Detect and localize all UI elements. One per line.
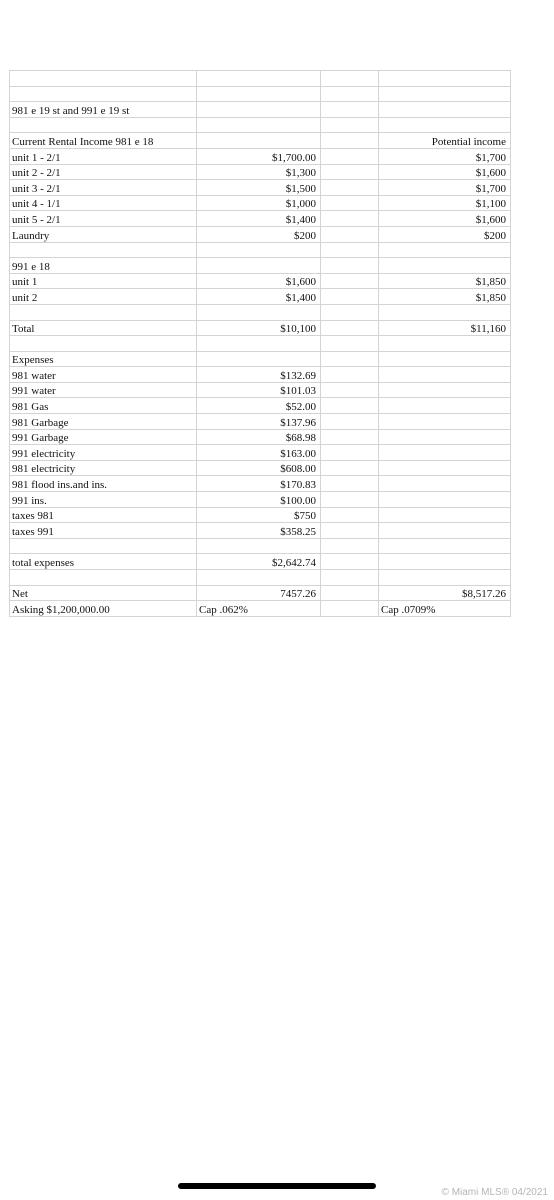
table-row (10, 226, 511, 242)
table-cell (379, 429, 511, 445)
table-row (10, 117, 511, 133)
table-row (10, 71, 511, 87)
table-cell: taxes 991 (10, 523, 197, 539)
table-cell (321, 289, 379, 305)
table-cell: $1,600 (197, 273, 321, 289)
table-cell: Cap .062% (197, 601, 321, 617)
table-cell: unit 4 - 1/1 (10, 195, 197, 211)
table-row (10, 382, 511, 398)
table-cell (321, 492, 379, 508)
table-cell (379, 86, 511, 102)
table-cell (379, 382, 511, 398)
table-cell (10, 538, 197, 554)
table-cell (379, 570, 511, 586)
table-cell: Total (10, 320, 197, 336)
table-cell (321, 570, 379, 586)
mls-watermark: © Miami MLS® 04/2021 (441, 1187, 548, 1198)
table-cell (321, 398, 379, 414)
table-cell (197, 117, 321, 133)
table-cell: unit 5 - 2/1 (10, 211, 197, 227)
table-row (10, 585, 511, 601)
table-cell (321, 351, 379, 367)
table-cell: Cap .0709% (379, 601, 511, 617)
table-cell (379, 71, 511, 87)
table-cell (197, 538, 321, 554)
table-cell: 981 water (10, 367, 197, 383)
table-cell (321, 445, 379, 461)
table-cell: 981 e 19 st and 991 e 19 st (10, 102, 197, 118)
table-cell: $608.00 (197, 460, 321, 476)
table-cell (379, 242, 511, 258)
table-cell (379, 117, 511, 133)
table-cell (197, 133, 321, 149)
table-cell (321, 164, 379, 180)
table-row (10, 523, 511, 539)
table-row (10, 398, 511, 414)
table-cell (321, 414, 379, 430)
table-cell (379, 476, 511, 492)
table-row (10, 429, 511, 445)
home-indicator-bar[interactable] (178, 1183, 376, 1189)
table-cell: unit 1 (10, 273, 197, 289)
table-cell: 981 Garbage (10, 414, 197, 430)
table-cell: $163.00 (197, 445, 321, 461)
table-cell: 991 Garbage (10, 429, 197, 445)
table-cell: $137.96 (197, 414, 321, 430)
table-row (10, 367, 511, 383)
table-cell (321, 133, 379, 149)
table-row (10, 460, 511, 476)
table-cell (379, 554, 511, 570)
table-cell: $100.00 (197, 492, 321, 508)
table-cell (197, 304, 321, 320)
table-cell (321, 195, 379, 211)
table-row (10, 86, 511, 102)
table-cell: 7457.26 (197, 585, 321, 601)
table-cell (379, 258, 511, 274)
table-cell (321, 585, 379, 601)
table-row (10, 180, 511, 196)
table-cell: unit 1 - 2/1 (10, 148, 197, 164)
table-row (10, 570, 511, 586)
table-cell: 991 ins. (10, 492, 197, 508)
table-cell (379, 398, 511, 414)
table-row (10, 351, 511, 367)
table-cell: $101.03 (197, 382, 321, 398)
table-cell (321, 71, 379, 87)
table-cell: unit 2 (10, 289, 197, 305)
table-cell (379, 351, 511, 367)
table-cell: $200 (197, 226, 321, 242)
table-cell (379, 507, 511, 523)
table-cell: 991 electricity (10, 445, 197, 461)
table-cell (321, 211, 379, 227)
table-cell (379, 523, 511, 539)
table-cell: Laundry (10, 226, 197, 242)
table-cell (379, 445, 511, 461)
table-row (10, 195, 511, 211)
table-cell: $1,500 (197, 180, 321, 196)
table-cell: $8,517.26 (379, 585, 511, 601)
table-cell: $68.98 (197, 429, 321, 445)
table-row (10, 414, 511, 430)
table-cell (321, 538, 379, 554)
table-cell: Net (10, 585, 197, 601)
spreadsheet-body (10, 71, 511, 617)
table-cell (321, 367, 379, 383)
table-cell (321, 102, 379, 118)
table-cell: $1,600 (379, 211, 511, 227)
table-cell: total expenses (10, 554, 197, 570)
table-cell: unit 3 - 2/1 (10, 180, 197, 196)
table-cell (10, 117, 197, 133)
table-cell (379, 304, 511, 320)
table-cell: $10,100 (197, 320, 321, 336)
table-cell (321, 273, 379, 289)
table-row (10, 507, 511, 523)
table-cell (321, 180, 379, 196)
table-cell (197, 71, 321, 87)
table-cell (10, 242, 197, 258)
table-cell (197, 258, 321, 274)
table-row (10, 258, 511, 274)
table-cell (10, 86, 197, 102)
table-cell: $1,700 (379, 148, 511, 164)
table-cell: $1,700.00 (197, 148, 321, 164)
table-cell (321, 382, 379, 398)
table-row (10, 554, 511, 570)
table-cell: Expenses (10, 351, 197, 367)
table-cell: $170.83 (197, 476, 321, 492)
table-cell (321, 258, 379, 274)
table-row (10, 242, 511, 258)
table-cell (197, 86, 321, 102)
table-cell: $1,300 (197, 164, 321, 180)
table-cell: $1,600 (379, 164, 511, 180)
table-cell (379, 102, 511, 118)
table-row (10, 133, 511, 149)
table-cell (321, 86, 379, 102)
table-row (10, 320, 511, 336)
table-cell: $1,700 (379, 180, 511, 196)
table-cell (197, 570, 321, 586)
table-cell: $11,160 (379, 320, 511, 336)
table-cell: $2,642.74 (197, 554, 321, 570)
table-cell (379, 538, 511, 554)
table-cell (321, 460, 379, 476)
table-cell: 981 Gas (10, 398, 197, 414)
spreadsheet-table (9, 70, 511, 617)
table-cell (321, 242, 379, 258)
table-cell: $750 (197, 507, 321, 523)
table-cell: Current Rental Income 981 e 18 (10, 133, 197, 149)
table-row (10, 164, 511, 180)
table-cell: Asking $1,200,000.00 (10, 601, 197, 617)
table-row (10, 289, 511, 305)
table-row (10, 445, 511, 461)
table-cell: $200 (379, 226, 511, 242)
table-cell: 991 e 18 (10, 258, 197, 274)
table-cell (321, 320, 379, 336)
table-cell (321, 429, 379, 445)
table-cell: $132.69 (197, 367, 321, 383)
table-row (10, 492, 511, 508)
table-cell (10, 71, 197, 87)
table-cell (321, 476, 379, 492)
table-cell (379, 336, 511, 352)
table-cell (10, 304, 197, 320)
table-cell (197, 102, 321, 118)
table-cell: $1,000 (197, 195, 321, 211)
table-cell (321, 226, 379, 242)
table-cell (321, 601, 379, 617)
table-cell (10, 336, 197, 352)
table-cell (10, 570, 197, 586)
table-cell: 991 water (10, 382, 197, 398)
table-cell: $1,850 (379, 289, 511, 305)
table-row (10, 211, 511, 227)
table-cell (321, 117, 379, 133)
table-cell (321, 336, 379, 352)
table-row (10, 102, 511, 118)
table-cell (379, 367, 511, 383)
table-cell (321, 148, 379, 164)
table-cell (379, 414, 511, 430)
table-row (10, 304, 511, 320)
table-cell (197, 242, 321, 258)
table-row (10, 538, 511, 554)
table-cell (321, 507, 379, 523)
table-cell (321, 523, 379, 539)
table-cell: 981 flood ins.and ins. (10, 476, 197, 492)
table-cell (379, 460, 511, 476)
table-cell (197, 351, 321, 367)
table-cell: $1,400 (197, 289, 321, 305)
table-cell: unit 2 - 2/1 (10, 164, 197, 180)
table-row (10, 148, 511, 164)
table-row (10, 336, 511, 352)
table-cell (321, 304, 379, 320)
table-cell (379, 492, 511, 508)
table-cell: Potential income (379, 133, 511, 149)
table-row (10, 273, 511, 289)
table-cell: 981 electricity (10, 460, 197, 476)
table-cell: $1,850 (379, 273, 511, 289)
table-cell: taxes 981 (10, 507, 197, 523)
table-cell (197, 336, 321, 352)
table-cell: $52.00 (197, 398, 321, 414)
table-cell: $358.25 (197, 523, 321, 539)
table-cell: $1,400 (197, 211, 321, 227)
table-cell: $1,100 (379, 195, 511, 211)
table-row (10, 476, 511, 492)
table-row (10, 601, 511, 617)
table-cell (321, 554, 379, 570)
